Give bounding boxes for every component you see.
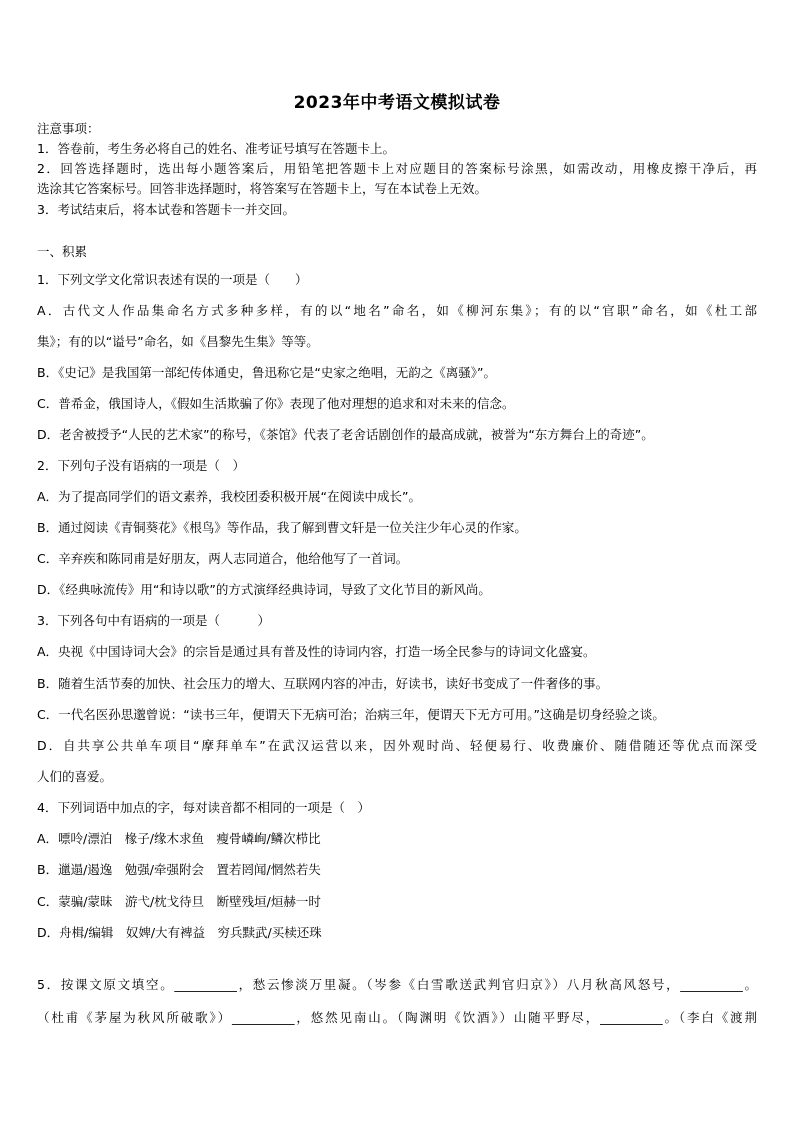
question-2-option-d: D．《经典咏流传》用“和诗以歌”的方式演绎经典诗词，导致了文化节目的新风尚。: [37, 582, 491, 597]
question-4-option-d: D．舟楫/编辑 奴婢/大有裨益 穷兵黩武/买椟还珠: [37, 925, 322, 940]
question-1-stem: 1．下列文学文化常识表述有误的一项是（ ）: [37, 272, 308, 287]
question-3-option-a: A．央视《中国诗词大会》的宗旨是通过具有普及性的诗词内容，打造一场全民参与的诗词文化盛宴。: [37, 644, 596, 659]
question-1-option-d: D．老舍被授予“人民的艺术家”的称号，《茶馆》代表了老舍话剧创作的最高成就，被誉为“东方舞台上的奇迹”。: [37, 427, 654, 442]
question-3-stem: 3．下列各句中有语病的一项是（ ）: [37, 613, 270, 628]
question-1-option-b: B．《史记》是我国第一部纪传体通史，鲁迅称它是“史家之绝唱，无韵之《离骚》”。: [37, 365, 497, 380]
question-4-option-b: B．邋遢/遏逸 勉强/牵强附会 置若罔闻/惘然若失: [37, 862, 321, 877]
question-5-line: 5．按课文原文填空。__________，愁云惨淡万里凝。（岑参《白雪歌送武判官归京》）八月秋高风怒号，__________。: [37, 977, 757, 992]
question-5-line: （杜甫《茅屋为秋风所破歌》）__________，悠然见南山。（陶渊明《饮酒》）山随平野尽，__________。（李白《渡荆: [37, 1010, 757, 1025]
question-3-option-c: C．一代名医孙思邈曾说：“读书三年，便谓天下无病可治；治病三年，便谓天下无方可用。”这确是切身经验之谈。: [37, 707, 665, 722]
section-heading: 一、积累: [37, 244, 88, 259]
notice-item: 1．答卷前，考生务必将自己的姓名、准考证号填写在答题卡上。: [37, 141, 395, 156]
question-3-option-b: B．随着生活节奏的加快、社会压力的增大、互联网内容的冲击，好读书，读好书变成了一件奢侈的事。: [37, 676, 609, 691]
notice-item: 选涂其它答案标号。回答非选择题时，将答案写在答题卡上，写在本试卷上无效。: [37, 181, 488, 196]
notice-item: 3．考试结束后，将本试卷和答题卡一并交回。: [37, 202, 295, 217]
question-3-option-d: D．自共享公共单车项目“摩拜单车”在武汉运营以来，因外观时尚、轻便易行、收费廉价、随借随还等优点而深受: [37, 738, 757, 753]
page-title: 2023年中考语文模拟试卷: [293, 93, 501, 113]
question-2-option-c: C．辛弃疾和陈同甫是好朋友，两人志同道合，他给他写了一首词。: [37, 551, 409, 566]
question-2-stem: 2．下列句子没有语病的一项是（ ）: [37, 458, 245, 473]
notice-heading: 注意事项：: [37, 121, 100, 136]
question-4-stem: 4．下列词语中加点的字，每对读音都不相同的一项是（ ）: [37, 800, 370, 815]
question-1-option-a-cont: 集》；有的以“谥号”命名，如《昌黎先生集》等等。: [37, 334, 319, 349]
question-1-option-a: A．古代文人作品集命名方式多种多样，有的以“地名”命名，如《柳河东集》；有的以“官职”命名，如《杜工部: [37, 303, 757, 318]
question-1-option-c: C．普希金，俄国诗人，《假如生活欺骗了你》表现了他对理想的追求和对未来的信念。: [37, 396, 515, 411]
question-2-option-b: B．通过阅读《青铜葵花》《根鸟》等作品，我了解到曹文轩是一位关注少年心灵的作家。: [37, 520, 527, 535]
question-2-option-a: A．为了提高同学们的语文素养，我校团委积极开展“在阅读中成长”。: [37, 489, 422, 504]
notice-item: 2．回答选择题时，选出每小题答案后，用铅笔把答题卡上对应题目的答案标号涂黑，如需改动，用橡皮擦干净后，再: [37, 161, 757, 176]
question-3-option-d-cont: 人们的喜爱。: [37, 769, 113, 784]
question-4-option-c: C．蒙骗/蒙昧 游弋/枕戈待旦 断壁残垣/烜赫一时: [37, 894, 321, 909]
question-4-option-a: A．嘌呤/漂泊 椽子/缘木求鱼 瘦骨嶙峋/鳞次栉比: [37, 831, 321, 846]
